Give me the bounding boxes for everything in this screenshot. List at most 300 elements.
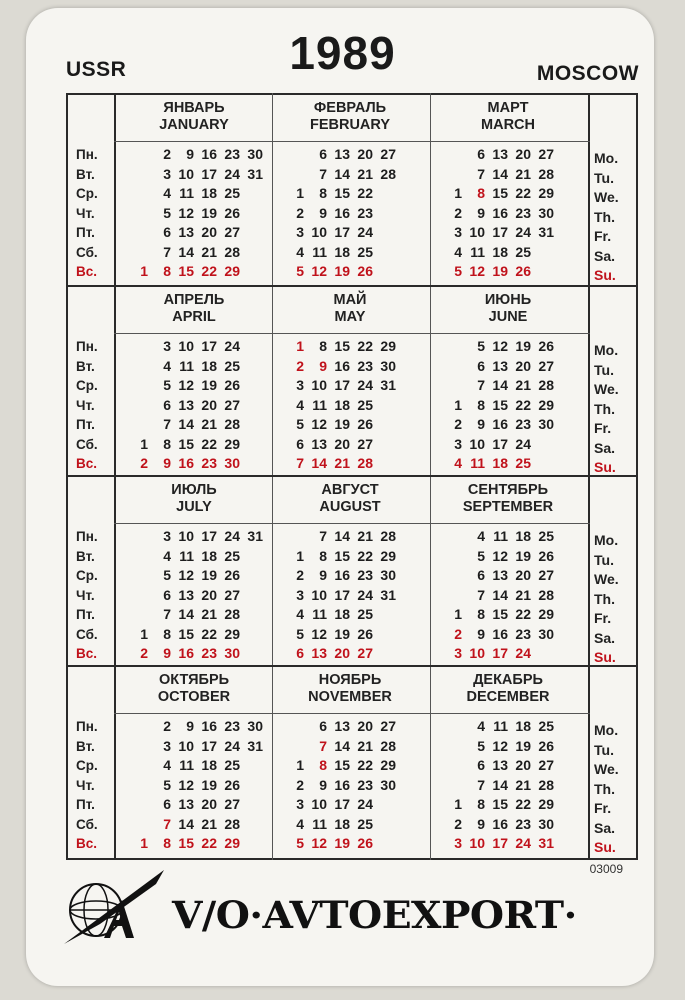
day-cell: 2	[296, 204, 304, 221]
day-cell: 18	[201, 185, 217, 201]
day-cell: 22	[357, 338, 373, 354]
day-cell: 19	[334, 263, 350, 279]
day-cell: 28	[380, 737, 396, 754]
day-cell: 16	[178, 455, 194, 471]
weekday-label: Пт.	[76, 607, 95, 622]
month-name-en: FEBRUARY	[309, 117, 391, 133]
day-cell: 2	[454, 204, 462, 221]
day-cell: 27	[224, 586, 240, 603]
month-name	[430, 100, 586, 134]
weekday-label: Чт.	[76, 205, 95, 221]
day-cell: 13	[492, 757, 508, 773]
month-days	[280, 145, 430, 282]
day-cell: 16	[334, 567, 350, 583]
weekday-label: Вс.	[76, 264, 98, 279]
day-cell: 17	[492, 224, 508, 240]
day-cell: 27	[538, 567, 554, 583]
weekday-label: Mo.	[594, 150, 619, 166]
day-cell: 8	[163, 835, 171, 851]
day-cell: 18	[201, 757, 217, 773]
day-cell: 6	[163, 796, 171, 812]
day-cell: 4	[454, 455, 462, 471]
day-cell: 3	[454, 645, 462, 661]
weekday-label: Ср.	[76, 378, 98, 393]
day-cell: 20	[515, 567, 531, 583]
month-name-ru: ЯНВАРЬ	[163, 100, 225, 116]
month-name-en: APRIL	[172, 309, 216, 325]
month-name-en: MARCH	[481, 117, 535, 133]
day-cell: 13	[492, 567, 508, 583]
month-name-ru: АВГУСТ	[321, 482, 379, 498]
day-cell: 13	[492, 146, 508, 162]
day-cell: 29	[224, 263, 240, 279]
day-cell: 18	[515, 528, 531, 544]
weekday-label: Sa.	[594, 819, 616, 836]
day-cell: 21	[201, 243, 217, 260]
day-cell: 11	[312, 606, 327, 622]
print-code: 03009	[589, 862, 623, 876]
day-cell: 3	[454, 224, 462, 240]
day-cell: 15	[334, 757, 350, 773]
day-cell: 27	[538, 357, 554, 374]
day-cell: 20	[357, 146, 373, 162]
day-cell: 5	[477, 338, 485, 354]
day-cell: 6	[477, 357, 485, 374]
month-days	[124, 337, 274, 474]
day-cell: 21	[334, 455, 350, 471]
month-name-ru: ИЮНЬ	[484, 292, 532, 308]
day-cell: 3	[296, 586, 304, 603]
day-cell: 24	[224, 528, 240, 544]
day-cell: 2	[454, 625, 462, 642]
day-cell: 24	[515, 645, 531, 661]
day-cell: 6	[296, 435, 304, 452]
day-cell: 9	[477, 625, 485, 642]
day-cell: 18	[201, 547, 217, 564]
day-cell: 10	[311, 796, 327, 812]
day-cell: 15	[178, 835, 194, 851]
day-cell: 6	[477, 146, 485, 162]
day-cell: 12	[492, 547, 508, 564]
day-cell: 9	[477, 204, 485, 221]
day-cell: 15	[334, 338, 350, 354]
day-cell: 2	[454, 815, 462, 832]
day-cell: 24	[515, 224, 531, 240]
day-cell: 2	[140, 455, 148, 471]
weekday-label: Mo.	[594, 342, 619, 358]
day-cell: 20	[201, 224, 217, 240]
day-cell: 11	[312, 396, 327, 413]
day-cell: 24	[224, 737, 240, 754]
day-cell: 2	[296, 776, 304, 793]
day-cell: 3	[163, 528, 171, 544]
day-cell: 13	[334, 146, 350, 162]
day-cell: 21	[515, 586, 531, 603]
year-title: 1989	[289, 27, 396, 79]
day-cell: 2	[163, 718, 171, 734]
day-cell: 20	[515, 357, 531, 374]
country-label: USSR	[66, 58, 127, 81]
day-cell: 16	[334, 776, 350, 793]
day-cell: 7	[319, 528, 327, 544]
day-cell: 9	[163, 455, 171, 471]
day-cell: 1	[140, 625, 148, 642]
day-cell: 8	[163, 625, 171, 642]
day-cell: 6	[319, 718, 327, 734]
day-cell: 29	[538, 396, 554, 413]
day-cell: 18	[334, 396, 350, 413]
day-cell: 18	[492, 455, 508, 471]
day-cell: 7	[296, 455, 304, 471]
weekday-label: Сб.	[76, 436, 98, 452]
day-cell: 25	[357, 243, 373, 260]
weekday-label: Mo.	[594, 532, 619, 548]
weekday-label: Sa.	[594, 629, 616, 646]
day-cell: 19	[515, 547, 531, 564]
day-cell: 16	[201, 718, 217, 734]
day-cell: 2	[163, 146, 171, 162]
day-cell: 23	[357, 567, 373, 583]
day-cell: 26	[357, 416, 373, 432]
weekday-label: Вс.	[76, 456, 98, 471]
day-cell: 29	[380, 338, 396, 354]
day-cell: 9	[477, 416, 485, 432]
day-cell: 18	[492, 243, 508, 260]
avtoexport-logo-icon	[60, 866, 172, 950]
day-cell: 17	[201, 338, 217, 354]
day-cell: 18	[201, 357, 217, 374]
day-cell: 1	[140, 835, 148, 851]
day-cell: 1	[296, 185, 304, 201]
day-cell: 14	[334, 165, 350, 182]
day-cell: 10	[178, 165, 194, 182]
day-cell: 12	[311, 835, 327, 851]
day-cell: 27	[224, 796, 240, 812]
month-name-en: OCTOBER	[157, 689, 231, 705]
day-cell: 11	[470, 243, 485, 260]
day-cell: 17	[334, 796, 350, 812]
day-cell: 21	[357, 528, 373, 544]
month-days	[280, 717, 430, 854]
day-cell: 26	[538, 737, 554, 754]
day-cell: 17	[492, 645, 508, 661]
day-cell: 24	[357, 586, 373, 603]
day-cell: 28	[538, 377, 554, 393]
day-cell: 12	[492, 338, 508, 354]
day-cell: 13	[334, 718, 350, 734]
day-cell: 19	[515, 338, 531, 354]
month-days	[438, 717, 588, 854]
day-cell: 20	[201, 396, 217, 413]
day-cell: 8	[319, 338, 327, 354]
month-name	[116, 672, 272, 706]
day-cell: 29	[538, 606, 554, 622]
month-name-ru: ОКТЯБРЬ	[158, 672, 230, 688]
day-cell: 3	[296, 796, 304, 812]
day-cell: 26	[224, 204, 240, 221]
day-cell: 30	[247, 718, 263, 734]
day-cell: 16	[201, 146, 217, 162]
weekday-label: We.	[594, 381, 619, 397]
month-days	[280, 527, 430, 664]
weekday-label: Пн.	[76, 339, 98, 354]
day-cell: 15	[492, 606, 508, 622]
day-cell: 3	[163, 737, 171, 754]
month-name-en: DECEMBER	[466, 689, 550, 705]
day-cell: 25	[224, 185, 240, 201]
day-cell: 7	[163, 416, 171, 432]
month-name-en: NOVEMBER	[308, 689, 392, 705]
weekday-label: Пн.	[76, 147, 98, 162]
day-cell: 15	[334, 547, 350, 564]
day-cell: 14	[334, 737, 350, 754]
day-cell: 11	[312, 815, 327, 832]
day-cell: 26	[224, 567, 240, 583]
day-cell: 8	[319, 547, 327, 564]
weekday-label: Ср.	[76, 568, 98, 583]
month-name-ru: МАЙ	[333, 292, 367, 308]
day-cell: 18	[515, 718, 531, 734]
day-cell: 10	[469, 835, 485, 851]
day-cell: 21	[357, 165, 373, 182]
day-cell: 24	[224, 338, 240, 354]
day-cell: 18	[334, 243, 350, 260]
day-cell: 31	[247, 737, 263, 754]
day-cell: 16	[178, 645, 194, 661]
day-cell: 25	[357, 396, 373, 413]
day-cell: 5	[163, 567, 171, 583]
day-cell: 17	[334, 586, 350, 603]
weekday-label: Пт.	[76, 225, 95, 240]
day-cell: 27	[538, 757, 554, 773]
day-cell: 23	[357, 357, 373, 374]
day-cell: 18	[334, 815, 350, 832]
day-cell: 26	[357, 263, 373, 279]
day-cell: 13	[492, 357, 508, 374]
day-cell: 28	[538, 165, 554, 182]
weekday-column-ru	[76, 337, 116, 474]
weekday-label: Th.	[594, 590, 615, 607]
weekday-label: Чт.	[76, 587, 95, 603]
day-cell: 6	[477, 757, 485, 773]
day-cell: 22	[515, 396, 531, 413]
day-cell: 23	[515, 416, 531, 432]
day-cell: 25	[515, 455, 531, 471]
day-cell: 7	[163, 243, 171, 260]
weekday-label: Su.	[594, 267, 616, 283]
day-cell: 5	[477, 737, 485, 754]
day-cell: 14	[178, 243, 194, 260]
day-cell: 22	[357, 547, 373, 564]
day-cell: 1	[296, 338, 304, 354]
day-cell: 22	[357, 185, 373, 201]
day-cell: 6	[296, 645, 304, 661]
day-cell: 28	[224, 416, 240, 432]
month-name-ru: АПРЕЛЬ	[163, 292, 225, 308]
day-cell: 17	[201, 165, 217, 182]
day-cell: 21	[201, 416, 217, 432]
weekday-label: Tu.	[594, 169, 614, 186]
day-cell: 2	[296, 357, 304, 374]
weekday-label: Mo.	[594, 722, 619, 738]
day-cell: 10	[311, 377, 327, 393]
day-cell: 10	[178, 737, 194, 754]
weekday-label: Пн.	[76, 719, 98, 734]
day-cell: 24	[357, 224, 373, 240]
day-cell: 30	[224, 645, 240, 661]
day-cell: 21	[201, 606, 217, 622]
day-cell: 25	[224, 357, 240, 374]
day-cell: 4	[477, 718, 485, 734]
month-days	[124, 527, 274, 664]
day-cell: 11	[179, 357, 194, 374]
month-name-en: JANUARY	[159, 117, 229, 133]
weekday-column-en	[594, 149, 638, 286]
day-cell: 5	[477, 547, 485, 564]
day-cell: 4	[296, 815, 304, 832]
day-cell: 14	[492, 165, 508, 182]
day-cell: 28	[357, 455, 373, 471]
brand-wordmark: V/O·AVTOEXPORT·	[172, 893, 577, 937]
day-cell: 29	[224, 835, 240, 851]
day-cell: 26	[538, 338, 554, 354]
day-cell: 16	[334, 204, 350, 221]
day-cell: 8	[319, 757, 327, 773]
day-cell: 4	[296, 606, 304, 622]
day-cell: 16	[492, 204, 508, 221]
day-cell: 26	[224, 776, 240, 793]
month-name	[116, 292, 272, 326]
day-cell: 11	[470, 455, 485, 471]
weekday-label: We.	[594, 571, 619, 587]
day-cell: 28	[224, 243, 240, 260]
city-label: MOSCOW	[536, 62, 639, 85]
month-days	[438, 145, 588, 282]
day-cell: 4	[477, 528, 485, 544]
day-cell: 10	[469, 435, 485, 452]
day-cell: 17	[201, 528, 217, 544]
weekday-label: Su.	[594, 459, 616, 475]
day-cell: 3	[296, 377, 304, 393]
month-name-en: JUNE	[488, 309, 528, 325]
day-cell: 5	[296, 625, 304, 642]
month-name	[272, 672, 428, 706]
day-cell: 15	[492, 396, 508, 413]
weekday-label: Пт.	[76, 797, 95, 812]
day-cell: 23	[515, 815, 531, 832]
day-cell: 25	[515, 243, 531, 260]
day-cell: 13	[178, 796, 194, 812]
day-cell: 27	[224, 396, 240, 413]
day-cell: 6	[477, 567, 485, 583]
weekday-label: We.	[594, 761, 619, 777]
day-cell: 1	[296, 547, 304, 564]
day-cell: 7	[319, 737, 327, 754]
day-cell: 4	[163, 757, 171, 773]
day-cell: 11	[179, 547, 194, 564]
day-cell: 1	[454, 185, 462, 201]
month-name	[116, 482, 272, 516]
day-cell: 11	[493, 528, 508, 544]
day-cell: 5	[454, 263, 462, 279]
day-cell: 12	[311, 263, 327, 279]
day-cell: 19	[334, 625, 350, 642]
day-cell: 11	[493, 718, 508, 734]
day-cell: 8	[163, 263, 171, 279]
month-days	[124, 717, 274, 854]
month-days	[438, 337, 588, 474]
day-cell: 15	[178, 435, 194, 452]
day-cell: 19	[492, 263, 508, 279]
day-cell: 23	[224, 146, 240, 162]
weekday-label: Tu.	[594, 361, 614, 378]
day-cell: 5	[296, 263, 304, 279]
day-cell: 28	[538, 586, 554, 603]
day-cell: 1	[296, 757, 304, 773]
day-cell: 23	[515, 204, 531, 221]
day-cell: 10	[311, 586, 327, 603]
day-cell: 12	[469, 263, 485, 279]
day-cell: 2	[296, 567, 304, 583]
weekday-label: We.	[594, 189, 619, 205]
day-cell: 30	[538, 815, 554, 832]
day-cell: 16	[334, 357, 350, 374]
weekday-label: Th.	[594, 400, 615, 417]
day-cell: 13	[178, 224, 194, 240]
day-cell: 28	[380, 165, 396, 182]
day-cell: 14	[334, 528, 350, 544]
day-cell: 17	[492, 435, 508, 452]
day-cell: 14	[492, 377, 508, 393]
day-cell: 19	[201, 204, 217, 221]
month-days	[280, 337, 430, 474]
day-cell: 25	[224, 547, 240, 564]
month-days	[124, 145, 274, 282]
day-cell: 27	[380, 718, 396, 734]
month-name	[430, 292, 586, 326]
day-cell: 10	[178, 528, 194, 544]
day-cell: 6	[163, 224, 171, 240]
weekday-label: Fr.	[594, 228, 612, 244]
day-cell: 4	[296, 396, 304, 413]
day-cell: 28	[224, 815, 240, 832]
day-cell: 27	[538, 146, 554, 162]
day-cell: 29	[538, 796, 554, 812]
day-cell: 21	[201, 815, 217, 832]
day-cell: 17	[334, 377, 350, 393]
day-cell: 4	[296, 243, 304, 260]
day-cell: 1	[454, 796, 462, 812]
day-cell: 23	[224, 718, 240, 734]
day-cell: 11	[179, 185, 194, 201]
day-cell: 10	[469, 645, 485, 661]
month-name-ru: СЕНТЯБРЬ	[467, 482, 549, 498]
weekday-label: Fr.	[594, 610, 612, 626]
day-cell: 26	[538, 547, 554, 564]
weekday-label: Ср.	[76, 758, 98, 773]
month-name-ru: НОЯБРЬ	[318, 672, 382, 688]
day-cell: 22	[357, 757, 373, 773]
day-cell: 26	[515, 263, 531, 279]
day-cell: 17	[201, 737, 217, 754]
day-cell: 17	[334, 224, 350, 240]
day-cell: 5	[296, 835, 304, 851]
day-cell: 21	[357, 737, 373, 754]
day-cell: 18	[334, 606, 350, 622]
day-cell: 28	[224, 606, 240, 622]
weekday-label: Вт.	[76, 548, 95, 564]
day-cell: 3	[163, 338, 171, 354]
